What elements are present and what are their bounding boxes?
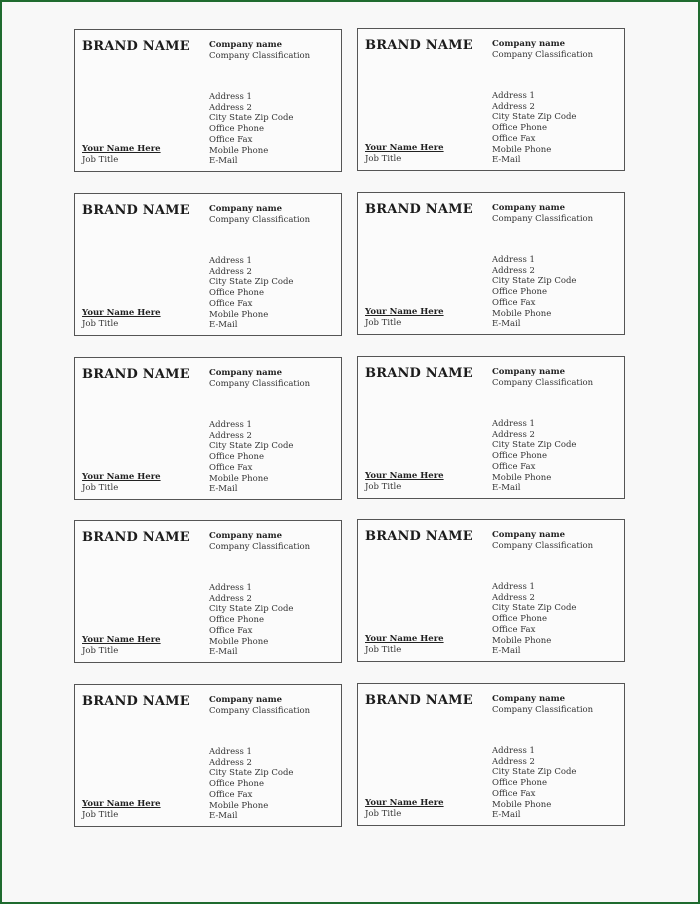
office-phone: Office Phone	[492, 451, 548, 462]
city-state-zip: City State Zip Code	[492, 112, 577, 123]
business-card	[357, 519, 625, 662]
company-name: Company name	[492, 694, 566, 704]
email: E-Mail	[209, 647, 238, 658]
brand-name: BRAND NAME	[365, 529, 473, 544]
mobile-phone: Mobile Phone	[209, 145, 269, 156]
your-name: Your Name Here	[82, 144, 161, 154]
office-phone: Office Phone	[209, 779, 265, 790]
company-classification: Company Classification	[492, 541, 594, 551]
city-state-zip: City State Zip Code	[492, 603, 577, 614]
address-2: Address 2	[492, 101, 535, 112]
office-fax: Office Fax	[492, 788, 536, 799]
company-classification: Company Classification	[492, 214, 594, 224]
city-state-zip: City State Zip Code	[209, 768, 294, 779]
brand-name: BRAND NAME	[82, 203, 190, 218]
your-name: Your Name Here	[82, 635, 161, 645]
address-1: Address 1	[492, 582, 535, 592]
your-name: Your Name Here	[365, 634, 444, 644]
brand-name: BRAND NAME	[82, 694, 190, 709]
email: E-Mail	[492, 646, 521, 657]
address-1: Address 1	[209, 92, 252, 102]
contact-details	[492, 255, 576, 330]
business-card	[357, 28, 625, 171]
address-2: Address 2	[492, 265, 535, 276]
business-card	[74, 684, 342, 827]
brand-name: BRAND NAME	[82, 367, 190, 382]
brand-name: BRAND NAME	[365, 38, 473, 53]
your-name: Your Name Here	[82, 308, 161, 318]
address-2: Address 2	[209, 266, 252, 277]
company-name: Company name	[492, 530, 566, 540]
address-2: Address 2	[492, 429, 535, 440]
company-classification: Company Classification	[209, 51, 311, 61]
job-title: Job Title	[82, 155, 119, 165]
company-classification: Company Classification	[209, 706, 311, 716]
email: E-Mail	[209, 156, 238, 167]
address-1: Address 1	[209, 256, 252, 266]
office-phone: Office Phone	[209, 452, 265, 463]
brand-name: BRAND NAME	[365, 693, 473, 708]
office-fax: Office Fax	[492, 133, 536, 144]
job-title: Job Title	[365, 645, 402, 655]
contact-details	[492, 582, 576, 657]
company-name: Company name	[209, 204, 283, 214]
contact-details	[209, 256, 293, 331]
business-card	[74, 29, 342, 172]
address-1: Address 1	[209, 420, 252, 430]
office-fax: Office Fax	[209, 134, 253, 145]
address-2: Address 2	[209, 593, 252, 604]
your-name: Your Name Here	[365, 307, 444, 317]
mobile-phone: Mobile Phone	[492, 308, 552, 319]
mobile-phone: Mobile Phone	[492, 472, 552, 483]
company-name: Company name	[209, 40, 283, 50]
email: E-Mail	[492, 155, 521, 166]
office-fax: Office Fax	[492, 624, 536, 635]
office-fax: Office Fax	[209, 789, 253, 800]
brand-name: BRAND NAME	[82, 530, 190, 545]
address-1: Address 1	[492, 255, 535, 265]
company-classification: Company Classification	[209, 215, 311, 225]
brand-name: BRAND NAME	[365, 202, 473, 217]
job-title: Job Title	[365, 482, 402, 492]
office-phone: Office Phone	[492, 123, 548, 134]
office-fax: Office Fax	[209, 625, 253, 636]
job-title: Job Title	[365, 154, 402, 164]
contact-details	[492, 419, 576, 494]
job-title: Job Title	[365, 318, 402, 328]
address-2: Address 2	[209, 757, 252, 768]
company-name: Company name	[492, 203, 566, 213]
email: E-Mail	[492, 319, 521, 330]
email: E-Mail	[492, 483, 521, 494]
business-card	[74, 520, 342, 663]
business-card	[357, 192, 625, 335]
contact-details	[492, 91, 576, 166]
company-classification: Company Classification	[209, 379, 311, 389]
city-state-zip: City State Zip Code	[209, 441, 294, 452]
mobile-phone: Mobile Phone	[209, 309, 269, 320]
company-name: Company name	[492, 367, 566, 377]
office-phone: Office Phone	[492, 778, 548, 789]
office-fax: Office Fax	[209, 462, 253, 473]
email: E-Mail	[209, 484, 238, 495]
your-name: Your Name Here	[82, 472, 161, 482]
office-fax: Office Fax	[492, 297, 536, 308]
company-name: Company name	[209, 531, 283, 541]
address-1: Address 1	[209, 747, 252, 757]
address-2: Address 2	[492, 756, 535, 767]
job-title: Job Title	[82, 646, 119, 656]
company-classification: Company Classification	[492, 378, 594, 388]
mobile-phone: Mobile Phone	[492, 144, 552, 155]
contact-details	[209, 583, 293, 658]
business-card	[357, 356, 625, 499]
mobile-phone: Mobile Phone	[492, 635, 552, 646]
city-state-zip: City State Zip Code	[209, 277, 294, 288]
city-state-zip: City State Zip Code	[209, 604, 294, 615]
office-phone: Office Phone	[209, 288, 265, 299]
email: E-Mail	[209, 320, 238, 331]
your-name: Your Name Here	[365, 798, 444, 808]
brand-name: BRAND NAME	[365, 366, 473, 381]
job-title: Job Title	[82, 483, 119, 493]
email: E-Mail	[209, 811, 238, 822]
job-title: Job Title	[82, 810, 119, 820]
brand-name: BRAND NAME	[82, 39, 190, 54]
address-1: Address 1	[492, 419, 535, 429]
company-classification: Company Classification	[492, 50, 594, 60]
contact-details	[209, 420, 293, 495]
business-card	[357, 683, 625, 826]
mobile-phone: Mobile Phone	[209, 473, 269, 484]
company-classification: Company Classification	[492, 705, 594, 715]
city-state-zip: City State Zip Code	[492, 767, 577, 778]
mobile-phone: Mobile Phone	[492, 799, 552, 810]
company-name: Company name	[209, 368, 283, 378]
address-2: Address 2	[209, 102, 252, 113]
office-fax: Office Fax	[492, 461, 536, 472]
office-phone: Office Phone	[209, 124, 265, 135]
address-1: Address 1	[492, 91, 535, 101]
your-name: Your Name Here	[365, 143, 444, 153]
mobile-phone: Mobile Phone	[209, 800, 269, 811]
city-state-zip: City State Zip Code	[492, 440, 577, 451]
mobile-phone: Mobile Phone	[209, 636, 269, 647]
address-1: Address 1	[209, 583, 252, 593]
contact-details	[209, 92, 293, 167]
your-name: Your Name Here	[365, 471, 444, 481]
job-title: Job Title	[82, 319, 119, 329]
city-state-zip: City State Zip Code	[209, 113, 294, 124]
company-name: Company name	[209, 695, 283, 705]
business-card	[74, 193, 342, 336]
address-2: Address 2	[209, 430, 252, 441]
office-phone: Office Phone	[492, 614, 548, 625]
address-1: Address 1	[492, 746, 535, 756]
contact-details	[209, 747, 293, 822]
email: E-Mail	[492, 810, 521, 821]
job-title: Job Title	[365, 809, 402, 819]
contact-details	[492, 746, 576, 821]
company-classification: Company Classification	[209, 542, 311, 552]
office-phone: Office Phone	[209, 615, 265, 626]
office-fax: Office Fax	[209, 298, 253, 309]
your-name: Your Name Here	[82, 799, 161, 809]
business-card	[74, 357, 342, 500]
address-2: Address 2	[492, 592, 535, 603]
office-phone: Office Phone	[492, 287, 548, 298]
company-name: Company name	[492, 39, 566, 49]
city-state-zip: City State Zip Code	[492, 276, 577, 287]
